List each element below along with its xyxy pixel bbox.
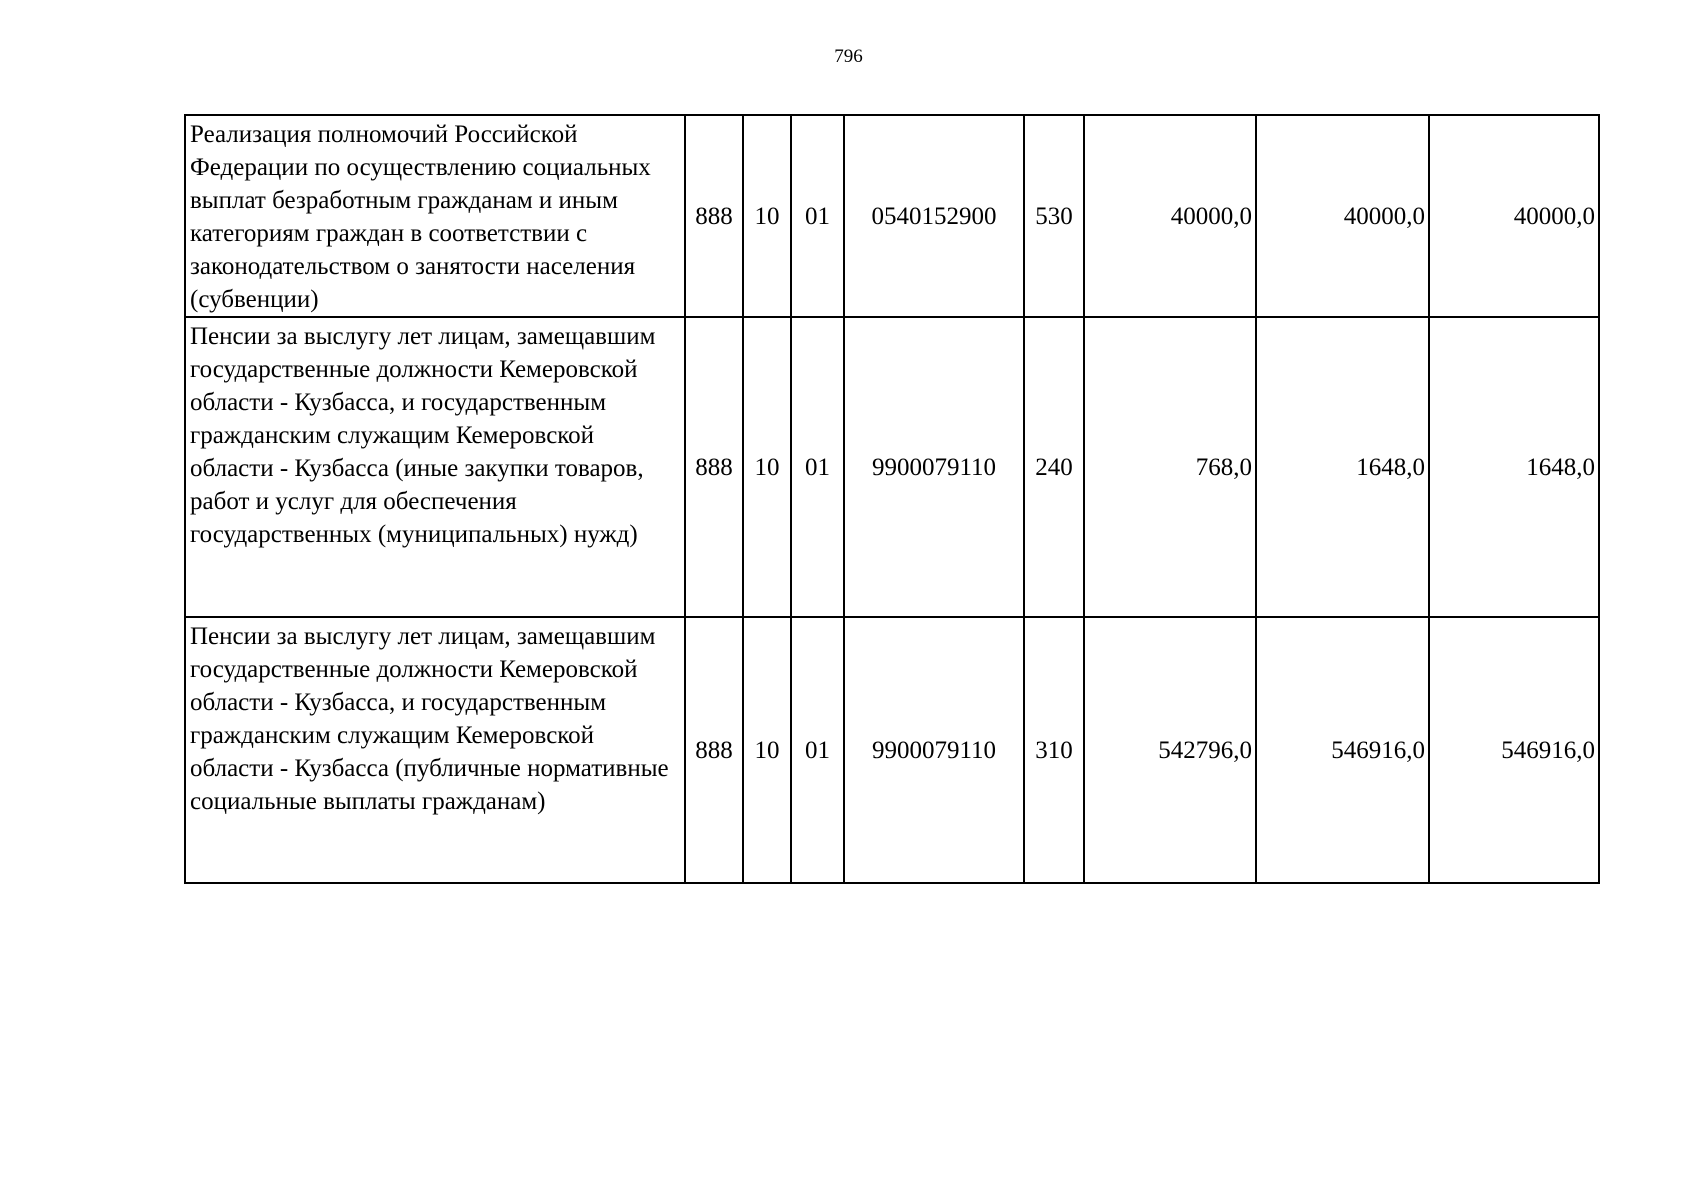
amount-year-3: 1648,0 [1429, 317, 1599, 617]
expense-type-code: 310 [1024, 617, 1084, 883]
subsection-code: 01 [791, 617, 844, 883]
ministry-code: 888 [685, 617, 743, 883]
amount-year-2: 40000,0 [1256, 115, 1429, 317]
target-article-code: 9900079110 [844, 317, 1024, 617]
amount-year-2: 546916,0 [1256, 617, 1429, 883]
target-article-code: 0540152900 [844, 115, 1024, 317]
row-description: Реализация полномочий Российской Федерации по осуществлению социальных выплат безработным гражданам и иным категориям граждан в соответствии с законодательством о занятости населения (субвенции) [185, 115, 685, 317]
section-code: 10 [743, 617, 791, 883]
ministry-code: 888 [685, 115, 743, 317]
row-description: Пенсии за выслугу лет лицам, замещавшим государственные должности Кемеровской области - Кузбасса, и государственным гражданским служащим Кемеровской области - Кузбасса (иные закупки товаров, работ и услуг для обеспечения государственных (муниципальных) нужд) [185, 317, 685, 617]
section-code: 10 [743, 317, 791, 617]
amount-year-1: 768,0 [1084, 317, 1256, 617]
amount-year-1: 40000,0 [1084, 115, 1256, 317]
amount-year-3: 40000,0 [1429, 115, 1599, 317]
page-number: 796 [834, 46, 863, 67]
subsection-code: 01 [791, 115, 844, 317]
budget-table [184, 114, 1600, 884]
row-description: Пенсии за выслугу лет лицам, замещавшим государственные должности Кемеровской области - Кузбасса, и государственным гражданским служащим Кемеровской области - Кузбасса (публичные нормативные социальные выплаты гражданам) [185, 617, 685, 883]
table-row [185, 115, 1599, 317]
amount-year-2: 1648,0 [1256, 317, 1429, 617]
subsection-code: 01 [791, 317, 844, 617]
amount-year-3: 546916,0 [1429, 617, 1599, 883]
table-row [185, 317, 1599, 617]
expense-type-code: 240 [1024, 317, 1084, 617]
table-row [185, 617, 1599, 883]
amount-year-1: 542796,0 [1084, 617, 1256, 883]
target-article-code: 9900079110 [844, 617, 1024, 883]
ministry-code: 888 [685, 317, 743, 617]
section-code: 10 [743, 115, 791, 317]
expense-type-code: 530 [1024, 115, 1084, 317]
